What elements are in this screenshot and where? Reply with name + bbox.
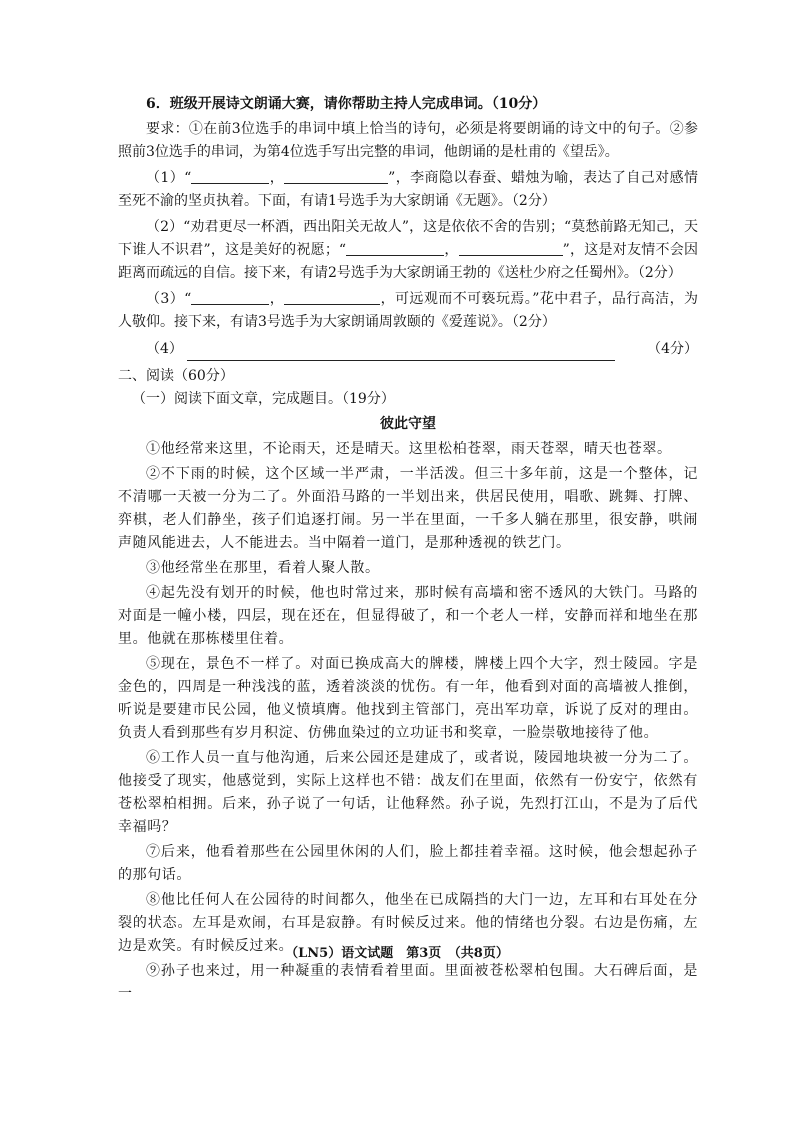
- answer-line[interactable]: [187, 344, 615, 361]
- item-1-separator: ，: [269, 170, 285, 186]
- answer-blank[interactable]: [191, 289, 269, 305]
- item-2-separator: ，: [444, 242, 459, 258]
- question-6-item-4: [118, 338, 698, 361]
- section-2-title: 二、阅读（60分）: [118, 368, 234, 384]
- item-3-separator: ，: [269, 291, 285, 307]
- item-2-text: ”，这是对友情不会因距离而疏远的自信。接下来，有请2号选手为大家朗诵王勃的《送杜少府之任蜀州》。（2分）: [118, 242, 698, 281]
- article-paragraph: ⑤现在，景色不一样了。对面已换成高大的牌楼，牌楼上四个大字，烈士陵园。字是金色的，四周是一种浅浅的蓝，透着淡淡的忧伤。有一年，他看到对面的高墙被人推倒，听说是要建市民公园，他义愤填膺。他找到主管部门，亮出军功章，诉说了反对的理由。负责人看到那些有岁月积淀、仿佛血染过的立功证书和奖章，一脸崇敬地接待了他。: [118, 656, 698, 741]
- article-paragraph: ⑧他比任何人在公园待的时间都久，他坐在已成隔挡的大门一边，左耳和右耳处在分裂的状态。左耳是欢闹，右耳是寂静。有时候反过来。他的情绪也分裂。右边是伤痛，左边是欢笑。有时候反过来。: [118, 892, 698, 954]
- answer-blank[interactable]: [191, 168, 269, 184]
- answer-blank[interactable]: [284, 289, 380, 305]
- article-paragraph: ③他经常坐在那里，看着人聚人散。: [146, 560, 380, 576]
- article-paragraph: ⑨孙子也来过，用一种凝重的表情看着里面。里面被苍松翠柏包围。大石碑后面，是一: [118, 963, 698, 1002]
- question-6-item-1: [118, 167, 698, 213]
- answer-blank[interactable]: [346, 240, 444, 256]
- item-1-text: ”，李商隐以春蚕、蜡烛为喻，表达了自己对感情至死不渝的坚贞执着。下面，有请1号选手为大家朗诵《无题》。（2分）: [118, 170, 698, 209]
- item-3-text: ，可远观而不可亵玩焉。”花中君子，品行高洁，为人敬仰。接下来，有请3号选手为大家朗诵周敦颐的《爱莲说》。（2分）: [118, 291, 698, 330]
- answer-blank[interactable]: [284, 168, 388, 184]
- item-3-prefix: （3）“: [146, 291, 192, 307]
- article-paragraph: ④起先没有划开的时候，他也时常过来，那时候有高墙和密不透风的大铁门。马路的对面是一幢小楼，四层，现在还在，但显得破了，和一个老人一样，安静而祥和地坐在那里。他就在那栋楼里住着。: [118, 585, 698, 647]
- question-6-title: 6．班级开展诗文朗诵大赛，请你帮助主持人完成串词。（10分）: [146, 96, 547, 112]
- item-4-score: （4分）: [647, 341, 698, 357]
- item-2-prefix: （2）“劝君更尽一杯酒，西出阳关无故人”，这是依依不舍的告别；“莫愁前路无知己，天下谁人不识君”，这是美好的祝愿；“: [118, 219, 698, 258]
- item-1-prefix: （1）“: [146, 170, 192, 186]
- item-4-label: （4）: [146, 341, 183, 357]
- answer-blank[interactable]: [459, 240, 563, 256]
- article-paragraph: ⑥工作人员一直与他沟通，后来公园还是建成了，或者说，陵园地块被一分为二了。他接受了现实，他感觉到，实际上这样也不错：战友们在里面，依然有一份安宁，依然有苍松翠柏相拥。后来，孙子说了一句话，让他释然。孙子说，先烈打江山，不是为了后代幸福吗？: [118, 750, 698, 835]
- page-footer: （LN5）语文试题 第3页 （共8页）: [285, 946, 509, 961]
- article-paragraph: ②不下雨的时候，这个区域一半严肃，一半活泼。但三十多年前，这是一个整体，记不清哪一天被一分为二了。外面沿马路的一半划出来，供居民使用，唱歌、跳舞、打牌、弈棋，老人们静坐，孩子们追逐打闹。另一半在里面，一千多人躺在那里，很安静，哄闹声随风能进去，人不能进去。当中隔着一道门，是那种透视的铁艺门。: [118, 466, 698, 551]
- question-6-item-3: [118, 288, 698, 334]
- article-paragraph: ①他经常来这里，不论雨天，还是晴天。这里松柏苍翠，雨天苍翠，晴天也苍翠。: [146, 441, 672, 457]
- section-2-part-1: （一）阅读下面文章，完成题目。（19分）: [132, 391, 395, 407]
- article-paragraph: ⑦后来，他看着那些在公园里休闲的人们，脸上都挂着幸福。这时候，他会想起孙子的那句话。: [118, 844, 698, 883]
- article-title: 彼此守望: [380, 416, 436, 432]
- question-6-requirement: 要求：①在前3位选手的串词中填上恰当的诗句，必须是将要朗诵的诗文中的句子。②参照前3位选手的串词，为第4位选手写出完整的串词，他朗诵的是杜甫的《望岳》。: [118, 121, 698, 160]
- page-content: [118, 93, 698, 1008]
- question-6-item-2: [118, 216, 698, 285]
